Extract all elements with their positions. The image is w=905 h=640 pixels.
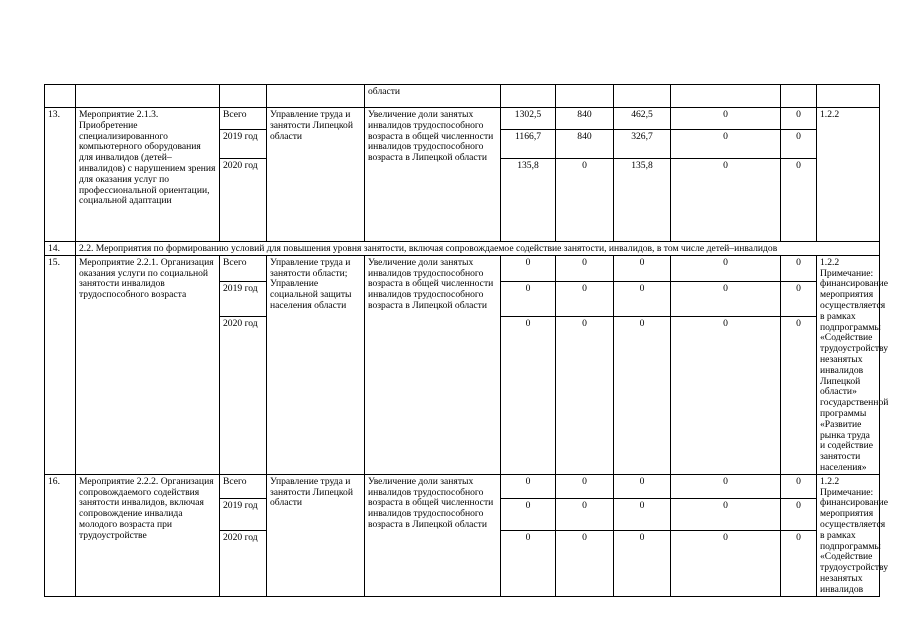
target-cell: Увеличение доли занятых инвалидов трудоспособного возраста в общей численности инвалидов трудоспособного возраста в Липецкой области (365, 474, 501, 596)
value-cell: 0 (781, 108, 817, 130)
section-title: 2.2. Мероприятия по формированию условий для повышения уровня занятости, включая сопровождаемое содействие занятости, инвалидов, в том числе детей–инвалидов (76, 242, 880, 256)
target-cell: Увеличение доли занятых инвалидов трудоспособного возраста в общей численности инвалидов трудоспособного возраста в Липецкой области (365, 108, 501, 242)
measure-name: Мероприятие 2.2.1. Организация оказания услуги по социальной занятости инвалидов трудоспособного возраста (76, 255, 220, 474)
row-number: 13. (45, 108, 76, 242)
program-measures-table (44, 84, 889, 597)
table-row (45, 474, 880, 498)
value-cell: 0 (781, 499, 817, 531)
value-cell: 0 (781, 255, 817, 281)
measure-name: Мероприятие 2.1.3. Приобретение специализированного компьютерного оборудования для инвалидов (детей–инвалидов) с нарушением зрения для оказания услуг по профессиональной ориентации, социальной адаптации (76, 108, 220, 242)
row-number: 15. (45, 255, 76, 474)
value-cell: 326,7 (614, 130, 671, 159)
value-cell: 0 (671, 531, 781, 596)
year-label: Всего (220, 108, 267, 130)
value-cell: 0 (614, 316, 671, 474)
value-cell: 0 (614, 474, 671, 498)
row-number: 14. (45, 242, 76, 256)
value-cell: 0 (671, 108, 781, 130)
value-cell: 0 (501, 255, 556, 281)
target-cell: области (365, 85, 501, 108)
year-label: 2019 год (220, 130, 267, 159)
year-label: 2020 год (220, 316, 267, 474)
table-row (45, 85, 880, 108)
value-cell: 0 (671, 282, 781, 317)
value-cell: 0 (556, 499, 614, 531)
indicator-cell: 1.2.2 Примечание: финансирование мероприятия осуществляется в рамках подпрограммы «Содействие трудоустройству незанятых инвалидов Липецкой области» государственной программы «Развитие рынка труда и содействие занятости населения» (817, 255, 880, 474)
year-label: Всего (220, 474, 267, 498)
value-cell: 0 (781, 474, 817, 498)
value-cell: 135,8 (501, 159, 556, 242)
value-cell: 840 (556, 108, 614, 130)
executor-cell: Управление труда и занятости Липецкой области (267, 474, 365, 596)
value-cell: 462,5 (614, 108, 671, 130)
value-cell: 0 (781, 316, 817, 474)
year-label: 2019 год (220, 499, 267, 531)
executor-cell: Управление труда и занятости Липецкой области (267, 108, 365, 242)
value-cell: 0 (556, 316, 614, 474)
value-cell: 0 (556, 255, 614, 281)
value-cell: 0 (671, 499, 781, 531)
value-cell: 0 (781, 531, 817, 596)
value-cell: 0 (671, 255, 781, 281)
value-cell: 0 (556, 474, 614, 498)
value-cell: 0 (671, 130, 781, 159)
row-number: 16. (45, 474, 76, 596)
value-cell: 0 (556, 282, 614, 317)
value-cell: 1166,7 (501, 130, 556, 159)
value-cell: 0 (556, 531, 614, 596)
year-label: 2020 год (220, 159, 267, 242)
value-cell: 0 (614, 531, 671, 596)
value-cell: 0 (614, 499, 671, 531)
value-cell: 0 (501, 499, 556, 531)
year-label: 2020 год (220, 531, 267, 596)
value-cell: 0 (781, 130, 817, 159)
value-cell: 0 (781, 282, 817, 317)
value-cell: 0 (671, 159, 781, 242)
year-label: Всего (220, 255, 267, 281)
value-cell: 0 (614, 255, 671, 281)
table-row (45, 255, 880, 281)
value-cell: 0 (501, 474, 556, 498)
value-cell: 0 (501, 316, 556, 474)
value-cell: 0 (556, 159, 614, 242)
value-cell: 0 (781, 159, 817, 242)
target-cell: Увеличение доли занятых инвалидов трудоспособного возраста в общей численности инвалидов трудоспособного возраста в Липецкой области (365, 255, 501, 474)
value-cell: 840 (556, 130, 614, 159)
value-cell: 0 (614, 282, 671, 317)
value-cell: 135,8 (614, 159, 671, 242)
value-cell: 1302,5 (501, 108, 556, 130)
value-cell: 0 (501, 282, 556, 317)
indicator-cell: 1.2.2 Примечание: финансирование мероприятия осуществляется в рамках подпрограммы «Содействие трудоустройству незанятых инвалидов (817, 474, 880, 596)
indicator-cell: 1.2.2 (817, 108, 880, 242)
table-row (45, 108, 880, 130)
executor-cell: Управление труда и занятости области; Управление социальной защиты населения области (267, 255, 365, 474)
value-cell: 0 (671, 316, 781, 474)
year-label: 2019 год (220, 282, 267, 317)
value-cell: 0 (501, 531, 556, 596)
value-cell: 0 (671, 474, 781, 498)
measure-name: Мероприятие 2.2.2. Организация сопровождаемого содействия занятости инвалидов, включая сопровождение инвалида молодого возраста при трудоустройстве (76, 474, 220, 596)
section-row (45, 242, 880, 256)
